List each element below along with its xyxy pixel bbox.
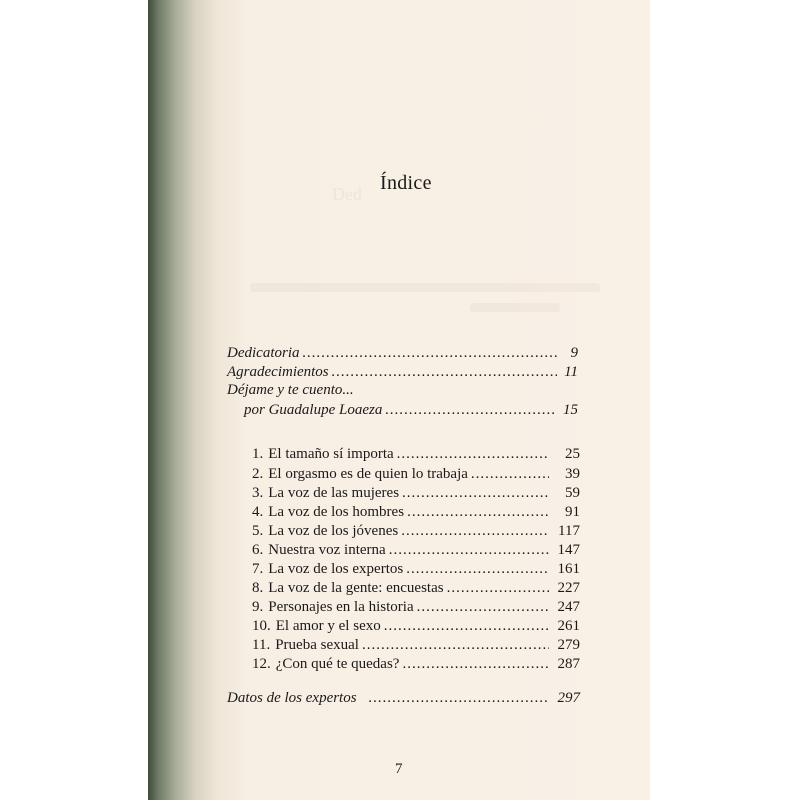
toc-chapter [252, 503, 580, 521]
leader-dots [402, 655, 549, 673]
toc-chapter [252, 465, 580, 483]
chapter-number: 10. [252, 618, 271, 634]
chapter-title: La voz de los expertos [268, 561, 404, 577]
chapter-title: ¿Con qué te quedas? [275, 656, 400, 672]
chapter-number: 9. [252, 599, 264, 615]
leader-dots [401, 522, 549, 540]
chapter-page: 261 [557, 618, 580, 634]
show-through-text: Ded [332, 184, 362, 204]
chapter-number: 8. [252, 580, 264, 596]
chapter-number: 3. [252, 485, 264, 501]
chapter-number: 2. [252, 466, 264, 482]
page-number: 7 [395, 761, 403, 777]
chapter-number: 4. [252, 504, 264, 520]
chapter-page: 161 [557, 561, 580, 577]
chapter-title: El tamaño sí importa [268, 446, 394, 462]
chapter-title: La voz de la gente: encuestas [268, 580, 444, 596]
toc-chapter [252, 445, 580, 463]
leader-dots [397, 445, 549, 463]
chapter-number: 11. [252, 637, 271, 653]
book-page [148, 0, 650, 800]
chapter-title: El orgasmo es de quien lo trabaja [268, 466, 468, 482]
show-through-line [470, 303, 560, 312]
toc-entry-label: por Guadalupe Loaeza [244, 402, 383, 418]
leader-dots [389, 541, 549, 559]
toc-entry-prologue [244, 401, 578, 419]
toc-entry-label: Dedicatoria [227, 345, 300, 361]
chapter-page: 91 [565, 504, 580, 520]
toc-entry-page: 15 [563, 402, 578, 418]
toc-prologue-title: Déjame y te cuento... [227, 382, 354, 398]
chapter-page: 227 [557, 580, 580, 596]
page-title: Índice [380, 172, 432, 194]
toc-entry-page: 11 [564, 364, 578, 380]
leader-dots [447, 579, 549, 597]
chapter-title: Nuestra voz interna [268, 542, 386, 558]
toc-entry-agradecimientos [227, 363, 578, 381]
toc-chapter [252, 541, 580, 559]
chapter-title: La voz de las mujeres [268, 485, 400, 501]
toc-chapter [252, 655, 580, 673]
leader-dots [407, 503, 549, 521]
chapter-number: 12. [252, 656, 271, 672]
leader-dots [332, 363, 557, 381]
chapter-title: Personajes en la historia [268, 599, 414, 615]
chapter-page: 59 [565, 485, 580, 501]
leader-dots [385, 401, 557, 419]
leader-dots [369, 689, 549, 707]
leader-dots [362, 636, 549, 654]
toc-chapter [252, 598, 580, 616]
toc-entry-dedicatoria [227, 344, 578, 362]
chapter-page: 279 [557, 637, 580, 653]
toc-entry-label: Agradecimientos [227, 364, 329, 380]
chapter-title: La voz de los jóvenes [268, 523, 399, 539]
toc-chapter [252, 617, 580, 635]
chapter-number: 5. [252, 523, 264, 539]
show-through-line [250, 283, 600, 292]
chapter-number: 1. [252, 446, 264, 462]
chapter-page: 117 [558, 523, 580, 539]
toc-chapter [252, 560, 580, 578]
chapter-title: Prueba sexual [275, 637, 359, 653]
toc-chapter [252, 636, 580, 654]
chapter-title: El amor y el sexo [275, 618, 381, 634]
toc-chapter [252, 579, 580, 597]
leader-dots [402, 484, 549, 502]
leader-dots [303, 344, 558, 362]
toc-entry-page: 297 [557, 690, 580, 706]
chapter-title: La voz de los hombres [268, 504, 405, 520]
leader-dots [471, 465, 549, 483]
leader-dots [384, 617, 549, 635]
chapter-number: 6. [252, 542, 264, 558]
chapter-page: 147 [557, 542, 580, 558]
chapter-page: 39 [565, 466, 580, 482]
toc-entry-label: Datos de los expertos [227, 690, 357, 706]
toc-entry-page: 9 [570, 345, 578, 361]
chapter-page: 247 [557, 599, 580, 615]
leader-dots [406, 560, 549, 578]
toc-chapter [252, 522, 580, 540]
chapter-number: 7. [252, 561, 264, 577]
leader-dots [417, 598, 549, 616]
toc-chapter [252, 484, 580, 502]
chapter-page: 25 [565, 446, 580, 462]
chapter-page: 287 [557, 656, 580, 672]
toc-entry-datos [227, 689, 580, 707]
